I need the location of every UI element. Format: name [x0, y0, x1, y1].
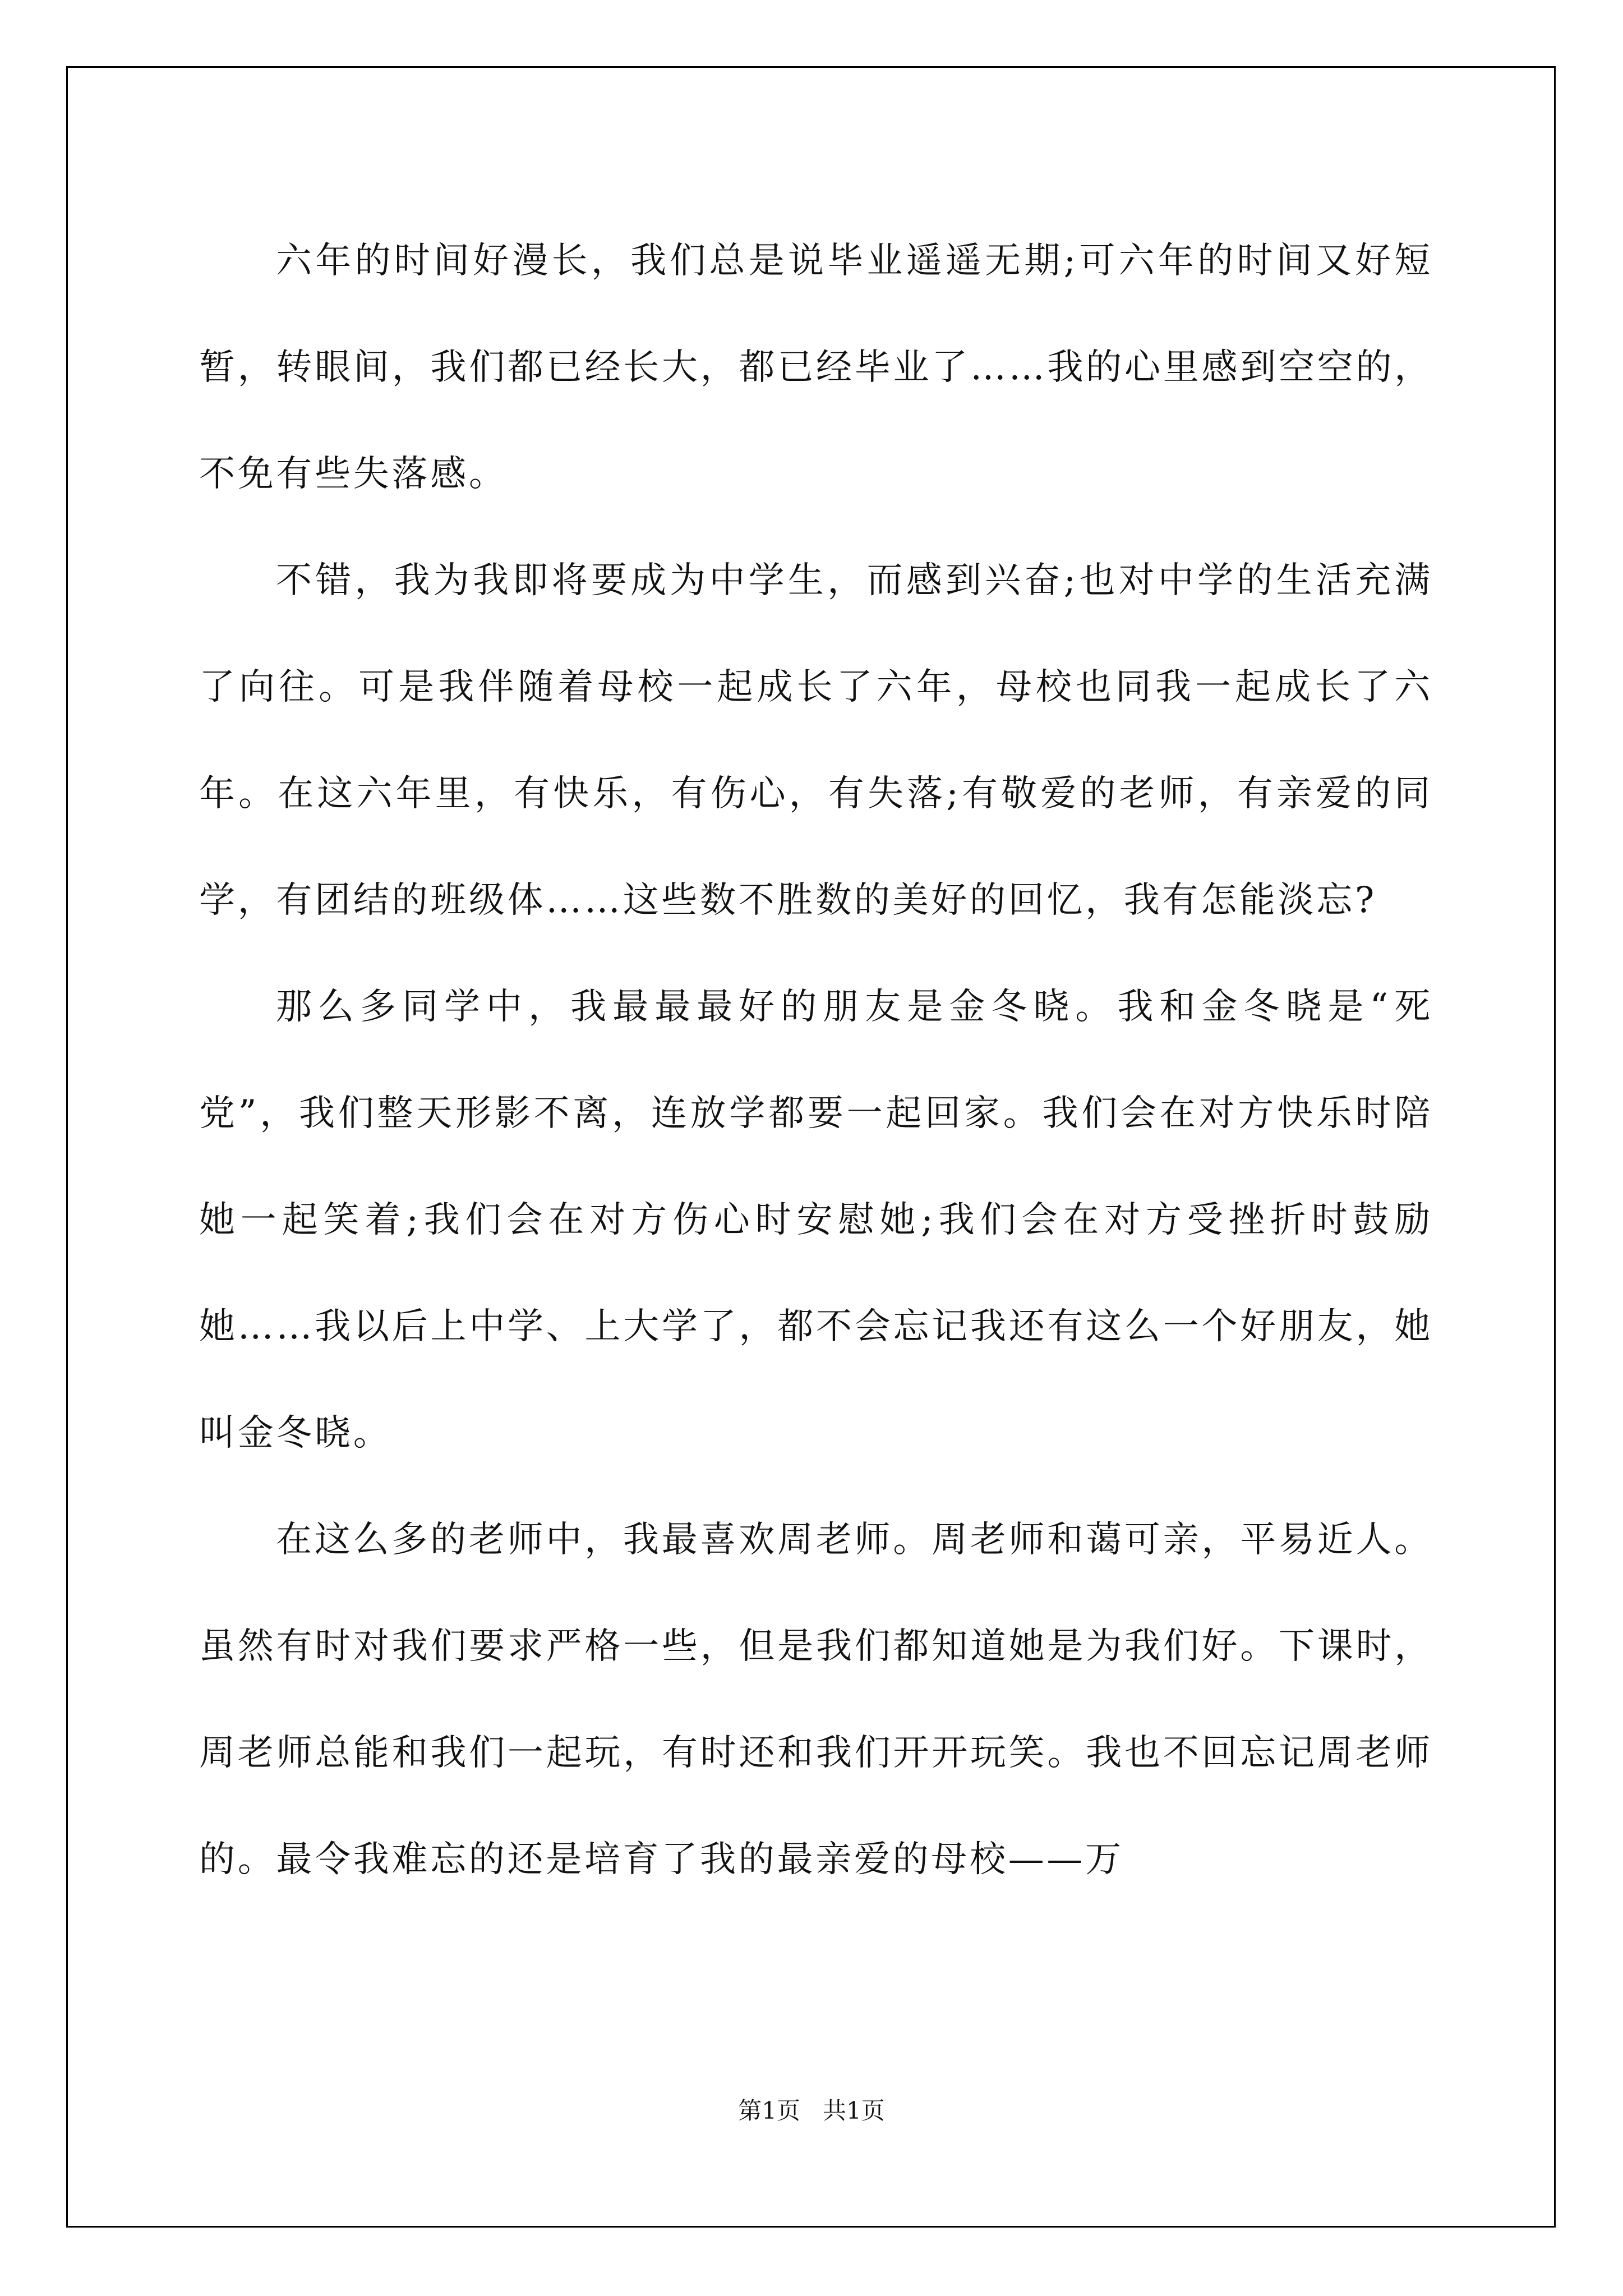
paragraph: 六年的时间好漫长，我们总是说毕业遥遥无期;可六年的时间又好短暂，转眼间，我们都已经长大，都已经毕业了……我的心里感到空空的，不免有些失落感。 — [199, 240, 1433, 495]
paragraph: 不错，我为我即将要成为中学生，而感到兴奋;也对中学的生活充满了向往。可是我伴随着母校一起成长了六年，母校也同我一起成长了六年。在这六年里，有快乐，有伤心，有失落;有敬爱的老师，有亲爱的同学，有团结的班级体……这些数不胜数的美好的回忆，我有怎能淡忘? — [199, 560, 1433, 921]
paragraph: 在这么多的老师中，我最喜欢周老师。周老师和蔼可亲，平易近人。虽然有时对我们要求严格一些，但是我们都知道她是为我们好。下课时，周老师总能和我们一起玩，有时还和我们开开玩笑。我也不回忘记周老师的。最令我难忘的还是培育了我的最亲爱的母校——万 — [199, 1519, 1433, 1880]
page-footer: 第1页 共1页 — [738, 2097, 885, 2124]
document-body — [199, 208, 1433, 1913]
paragraph: 那么多同学中，我最最最好的朋友是金冬晓。我和金冬晓是“死党”，我们整天形影不离，连放学都要一起回家。我们会在对方快乐时陪她一起笑着;我们会在对方伤心时安慰她;我们会在对方受挫折时鼓励她……我以后上中学、上大学了，都不会忘记我还有这么一个好朋友，她叫金冬晓。 — [199, 986, 1433, 1454]
